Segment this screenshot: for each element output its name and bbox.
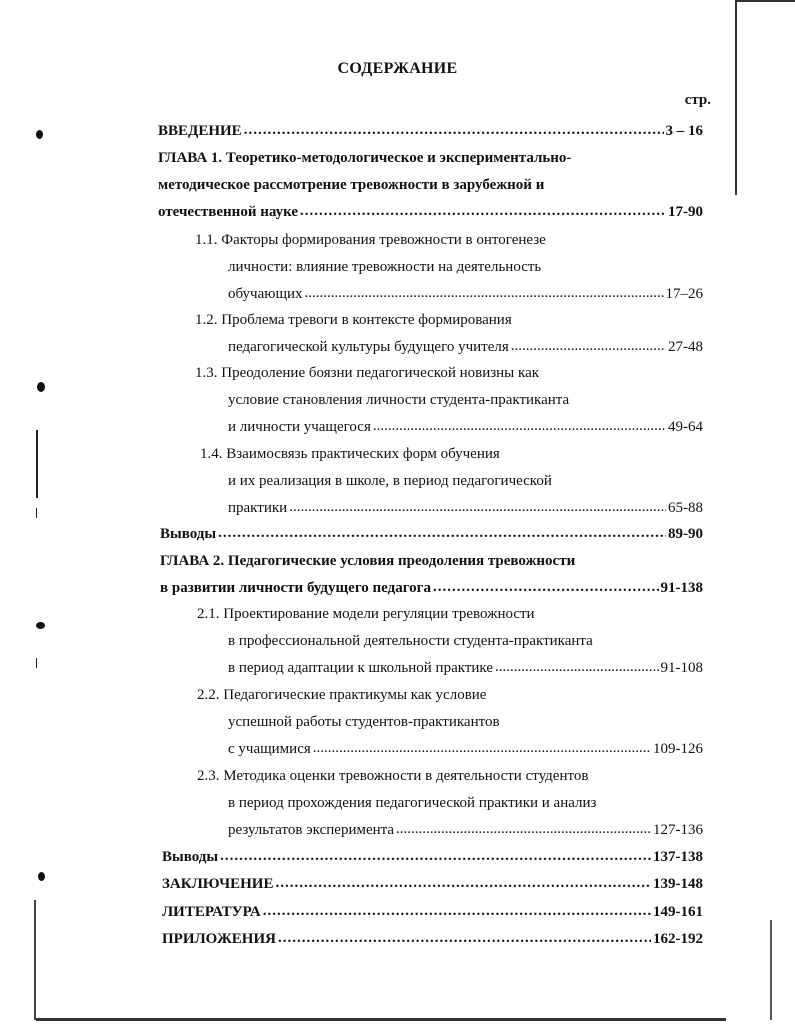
dot-leader — [313, 738, 651, 758]
toc-chapter-2-line: ГЛАВА 2. Педагогические условия преодоления тревожности — [160, 553, 576, 569]
scan-edge-line — [770, 920, 772, 1020]
page-number: 109-126 — [653, 741, 703, 757]
toc-chapter-1-line: методическое рассмотрение тревожности в зарубежной и — [158, 177, 545, 193]
punch-hole-mark — [38, 872, 45, 881]
page-number: 137-138 — [653, 849, 703, 865]
dot-leader — [373, 416, 666, 436]
dot-leader — [300, 201, 666, 221]
toc-entry-literature: ЛИТЕРАТУРА ..... 149-161 — [162, 902, 703, 922]
page-number: 89-90 — [668, 526, 703, 542]
page-number: 127-136 — [653, 822, 703, 838]
scan-edge-line — [34, 900, 36, 1020]
toc-entry-chapter-2: в развитии личности будущего педагога ..... 91-138 — [160, 578, 703, 598]
scan-edge-line — [735, 0, 795, 2]
page-number: 65-88 — [668, 500, 703, 516]
toc-entry-conclusions-2: Выводы ..... 137-138 — [162, 847, 703, 867]
page-number: 17-90 — [668, 204, 703, 220]
dot-leader — [289, 497, 666, 517]
toc-section-1-1-line: личности: влияние тревожности на деятельность — [228, 259, 542, 275]
dot-leader — [244, 120, 664, 140]
dot-leader — [220, 846, 651, 866]
toc-entry-section-1-3: и личности учащегося ..... 49-64 — [228, 417, 703, 437]
page-title: СОДЕРЖАНИЕ — [337, 60, 458, 77]
dot-leader — [218, 523, 666, 543]
dot-leader — [511, 336, 666, 356]
scan-edge-line — [36, 430, 38, 498]
dot-leader — [495, 657, 659, 677]
toc-entry-section-2-1: в период адаптации к школьной практике ..... 91-108 — [228, 658, 703, 678]
dot-leader — [396, 819, 651, 839]
toc-chapter-1-line: ГЛАВА 1. Теоретико-методологическое и экспериментально- — [158, 150, 572, 166]
toc-entry-chapter-1: отечественной науке ..... 17-90 — [158, 202, 703, 222]
toc-entry-conclusions-1: Выводы ..... 89-90 — [160, 524, 703, 544]
toc-entry-section-1-4: практики ..... 65-88 — [228, 498, 703, 518]
page-number: 149-161 — [653, 904, 703, 920]
toc-section-2-2-line: 2.2. Педагогические практикумы как условие — [197, 687, 487, 703]
toc-entry-appendix: ПРИЛОЖЕНИЯ ..... 162-192 — [162, 929, 703, 949]
toc-section-2-3-line: в период прохождения педагогической практики и анализ — [228, 795, 597, 811]
toc-entry-section-2-3: результатов эксперимента ..... 127-136 — [228, 820, 703, 840]
scan-edge-line — [36, 658, 37, 668]
dot-leader — [305, 283, 664, 303]
page-number: 162-192 — [653, 931, 703, 947]
toc-section-2-2-line: успешной работы студентов-практикантов — [228, 714, 500, 730]
page-column-label: стр. — [684, 92, 711, 108]
page-number: 27-48 — [668, 339, 703, 355]
punch-hole-mark — [36, 130, 43, 139]
scan-edge-line — [36, 508, 37, 518]
toc-section-2-1-line: в профессиональной деятельности студента-практиканта — [228, 633, 593, 649]
toc-section-1-3-line: условие становления личности студента-практиканта — [228, 392, 570, 408]
toc-section-1-4-line: 1.4. Взаимосвязь практических форм обучения — [200, 446, 500, 462]
toc-entry-section-2-2: с учащимися ..... 109-126 — [228, 739, 703, 759]
toc-entry-intro: ВВЕДЕНИЕ ..... 3 – 16 — [158, 121, 703, 141]
punch-hole-mark — [36, 622, 45, 629]
page-number: 91-138 — [660, 580, 703, 596]
page-number: 17–26 — [665, 286, 703, 302]
toc-entry-section-1-2: педагогической культуры будущего учителя ..... 27-48 — [228, 337, 703, 357]
dot-leader — [275, 873, 651, 893]
scan-edge-line — [36, 1018, 726, 1021]
toc-section-2-1-line: 2.1. Проектирование модели регуляции тревожности — [197, 606, 535, 622]
dot-leader — [263, 901, 651, 921]
scan-edge-line — [735, 0, 737, 195]
page-number: 139-148 — [653, 876, 703, 892]
page-number: 49-64 — [668, 419, 703, 435]
toc-section-1-3-line: 1.3. Преодоление боязни педагогической новизны как — [195, 365, 540, 381]
toc-entry-section-1-1: обучающих ..... 17–26 — [228, 284, 703, 304]
dot-leader — [278, 928, 651, 948]
toc-section-1-2-line: 1.2. Проблема тревоги в контексте формирования — [195, 312, 512, 328]
toc-section-1-4-line: и их реализация в школе, в период педагогической — [228, 473, 552, 489]
toc-entry-conclusion: ЗАКЛЮЧЕНИЕ ..... 139-148 — [162, 874, 703, 894]
page-number: 3 – 16 — [665, 123, 703, 139]
toc-section-2-3-line: 2.3. Методика оценки тревожности в деятельности студентов — [197, 768, 589, 784]
toc-section-1-1-line: 1.1. Факторы формирования тревожности в онтогенезе — [195, 232, 546, 248]
dot-leader — [433, 577, 659, 597]
page-number: 91-108 — [660, 660, 703, 676]
punch-hole-mark — [37, 382, 45, 392]
